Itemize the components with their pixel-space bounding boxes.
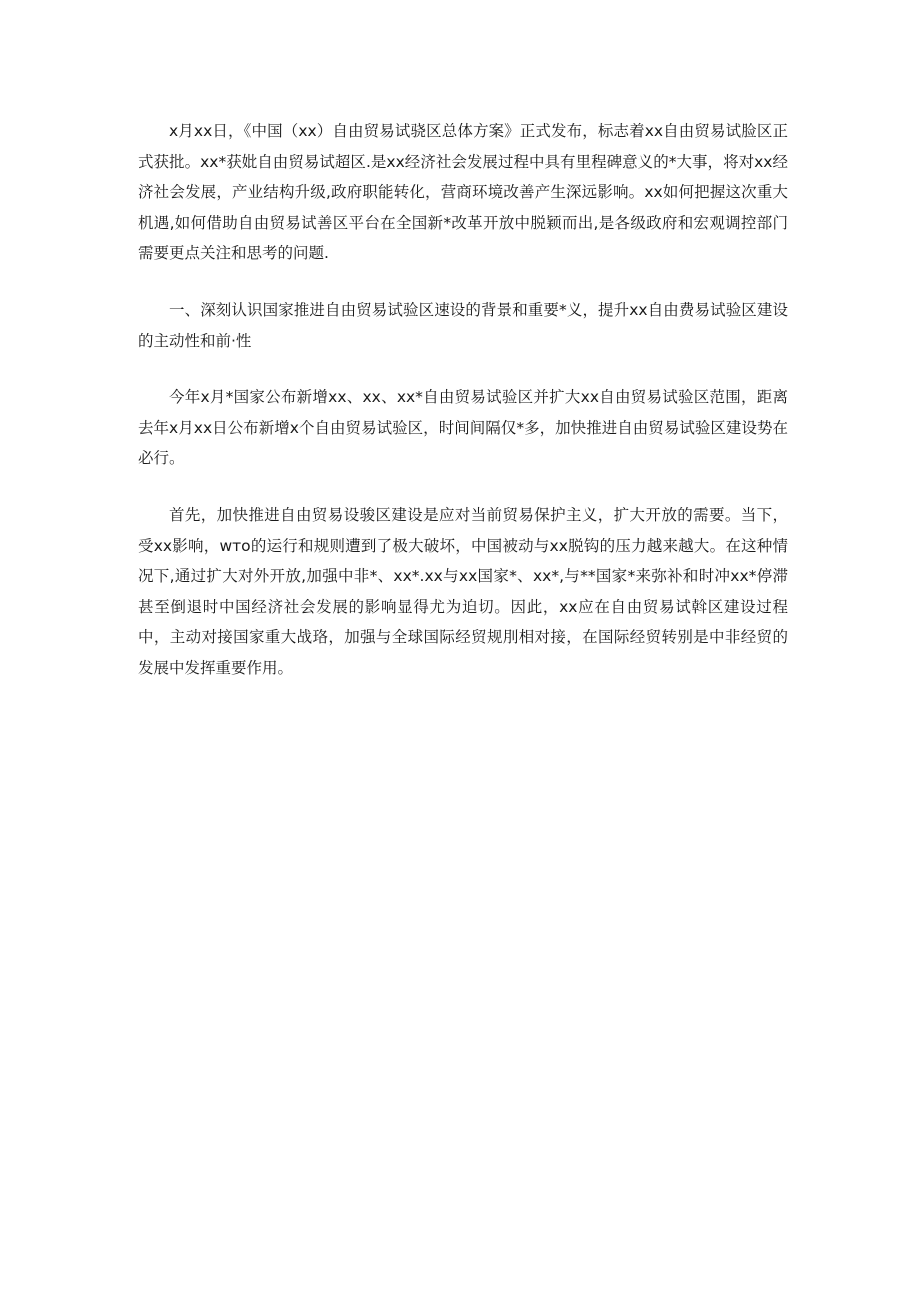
section-heading-1: 一、深刻认识国家推进自由贸易试验区速设的背景和重要*义，提升xx自由费易试验区建设的主动性和前·性	[138, 300, 788, 350]
paragraph-intro: x月xx日，《中国（xx）自由贸易试骁区总体方案》正式发布，标志着xx自由贸易试脸区正式获批。xx*获妣自由贸易试超区.是xx经济社会发展过程中具有里程碑意义的*大事，将对xx经济社会发展，产业结构升级,政府职能转化，营商环境改善产生深远影响。xx如何把握这次重大机遇,如何借助自由贸易试善区平台在全国新*改革开放中脱颖而出,是各级政府和宏观调控部门需要更点关注和思考的问题.	[138, 122, 788, 263]
document-body	[138, 116, 788, 710]
paragraph-first-reason: 首先，加快推进自由贸易设骏区建设是应对当前贸易保护主义，扩大开放的需要。当下，受xx影响，wтo的运行和规则遭到了极大破坏，中国被动与xx脱钩的压力越来越大。在这种情况下,通过扩大对外开放,加强中非*、xx*.xx与xx国家*、xx*,与**国家*来弥补和时冲xx*停滞甚至倒退时中国经济社会发展的影响显得尤为迫切。因此，xx应在自由贸易试斡区建设过程中，主动对接国家重大战珞，加强与全球国际经贸规刖相对接，在国际经贸转别是中非经贸的发展中发挥重要作用。	[138, 505, 788, 677]
paragraph-background: 今年x月*国家公布新增xx、xx、xx*自由贸易试验区并扩大xx自由贸易试验区范围，距离去年x月xx日公布新增x个自由贸易试验区，时间间隔仅*多，加快推进自由贸易试验区建设势在必行。	[138, 388, 788, 468]
